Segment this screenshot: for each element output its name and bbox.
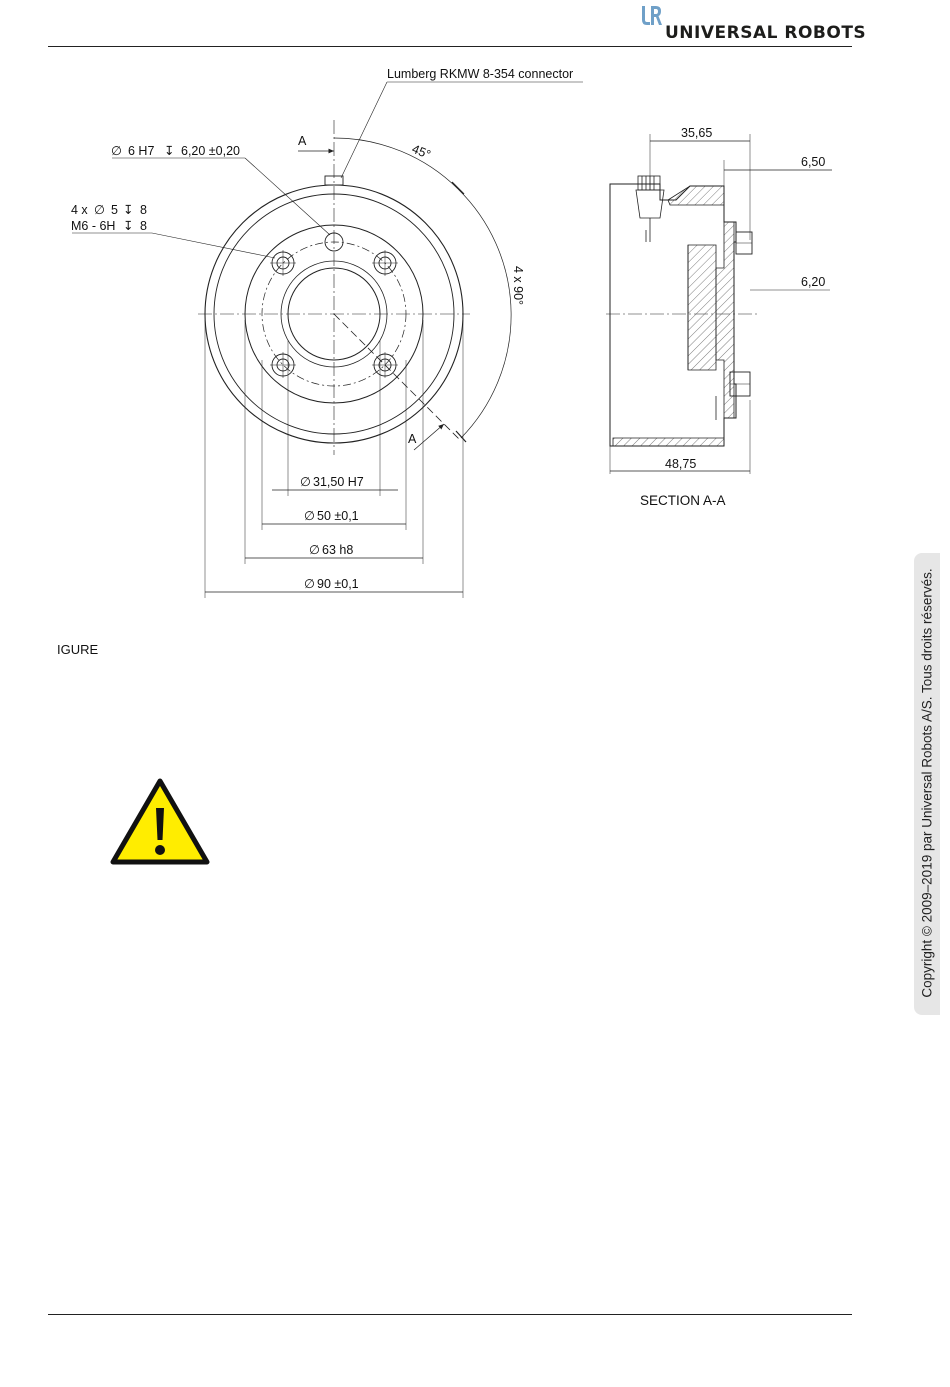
section-mark-bottom: A xyxy=(408,432,417,446)
thread-m6-depth: 8 xyxy=(140,219,147,233)
dim-35-65: 35,65 xyxy=(681,126,713,140)
thread-dia-label: 5 xyxy=(111,203,118,217)
diameter-symbol: ∅ xyxy=(309,543,320,557)
thread-count-label: 4 x xyxy=(71,203,88,217)
section-view xyxy=(606,134,832,474)
diameter-symbol: ∅ xyxy=(111,144,122,158)
dim-63: 63 h8 xyxy=(322,543,354,557)
dim-48-75: 48,75 xyxy=(665,457,697,471)
angle-45-label: 45° xyxy=(409,141,433,162)
depth-symbol: ↧ xyxy=(123,219,134,233)
dim-6-50: 6,50 xyxy=(801,155,826,169)
technical-drawing xyxy=(0,0,950,620)
diameter-symbol: ∅ xyxy=(304,509,315,523)
angle-4x90-label: 4 x 90° xyxy=(511,266,525,306)
copyright-text: Copyright © 2009–2019 par Universal Robots A/S. Tous droits réservés. xyxy=(919,568,935,998)
figure-label: IGURE xyxy=(57,642,99,657)
diameter-symbol: ∅ xyxy=(94,203,105,217)
pin-hole-depth: 6,20 ±0,20 xyxy=(181,144,240,158)
diameter-symbol: ∅ xyxy=(304,577,315,591)
warning-triangle-icon xyxy=(110,778,210,866)
footer-divider xyxy=(48,1314,852,1315)
depth-symbol: ↧ xyxy=(164,144,175,158)
connector-label: Lumberg RKMW 8-354 connector xyxy=(387,67,574,81)
dim-31-50: 31,50 H7 xyxy=(313,475,364,489)
thread-m6-label: M6 - 6H xyxy=(71,219,116,233)
thread-dia-depth: 8 xyxy=(140,203,147,217)
section-mark-top: A xyxy=(298,134,307,148)
section-title: SECTION A-A xyxy=(640,493,726,508)
depth-symbol: ↧ xyxy=(123,203,134,217)
dim-6-20: 6,20 xyxy=(801,275,826,289)
dim-50: 50 ±0,1 xyxy=(317,509,359,523)
pin-hole-label: 6 H7 xyxy=(128,144,155,158)
brand-name: UNIVERSAL ROBOTS xyxy=(665,23,867,43)
diameter-symbol: ∅ xyxy=(300,475,311,489)
dim-90: 90 ±0,1 xyxy=(317,577,359,591)
